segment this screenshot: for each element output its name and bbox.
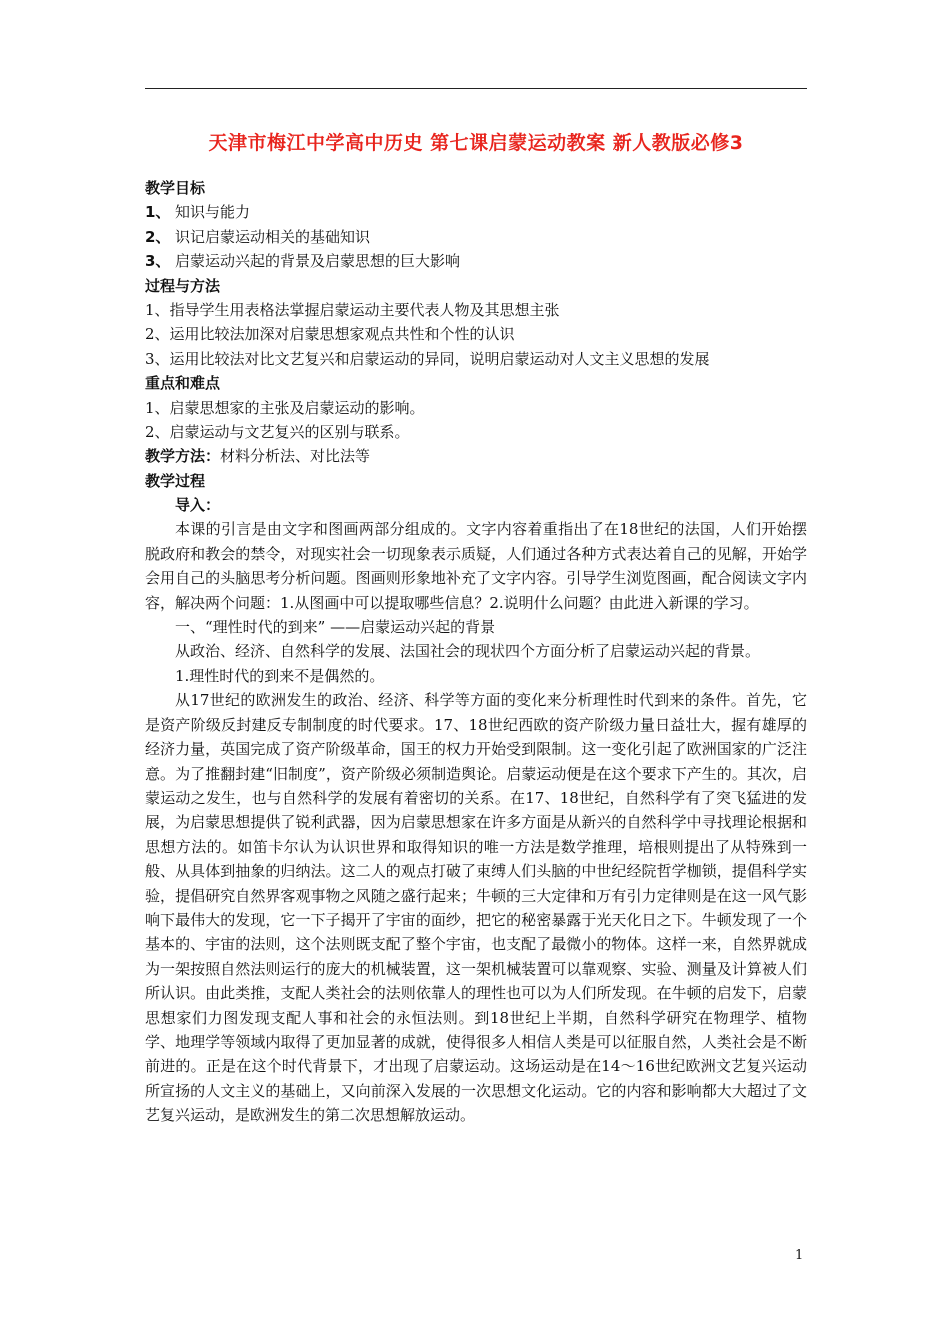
goal-item	[145, 249, 807, 273]
process-item: 1、指导学生用表格法掌握启蒙运动主要代表人物及其思想主张	[145, 300, 560, 319]
goal-number: 1、	[145, 203, 171, 222]
goal-text: 识记启蒙运动相关的基础知识	[175, 227, 371, 246]
header-rule	[145, 88, 807, 89]
document-body	[145, 176, 807, 1128]
part1-paragraph: 从政治、经济、自然科学的发展、法国社会的现状四个方面分析了启蒙运动兴起的背景。	[175, 642, 761, 661]
process-item: 3、运用比较法对比文艺复兴和启蒙运动的异同，说明启蒙运动对人文主义思想的发展	[145, 349, 710, 368]
point1-heading: 1.理性时代的到来不是偶然的。	[175, 666, 385, 685]
goal-number: 3、	[145, 252, 171, 271]
process-heading: 过程与方法	[145, 276, 221, 295]
goal-text: 启蒙运动兴起的背景及启蒙思想的巨大影响	[175, 252, 461, 271]
document-title: 天津市梅江中学高中历史 第七课启蒙运动教案 新人教版必修3	[208, 132, 744, 154]
main-paragraph: 从17世纪的欧洲发生的政治、经济、科学等方面的变化来分析理性时代到来的条件。首先，它是资产阶级反封建反专制制度的时代要求。17、18世纪西欧的资产阶级力量日益壮大，握有雄厚的经济力量，英国完成了资产阶级革命，国王的权力开始受到限制。这一变化引起了欧洲国家的广泛注意。为了推翻封建“旧制度”，资产阶级必须制造舆论。启蒙运动便是在这个要求下产生的。其次，启蒙运动之发生，也与自然科学的发展有着密切的关系。在17、18世纪，自然科学有了突飞猛进的发展，为启蒙思想提供了锐利武器，因为启蒙思想家在许多方面是从新兴的自然科学中寻找理论根据和思想方法的。如笛卡尔认为认识世界和取得知识的唯一方法是数学推理，培根则提出了从特殊到一般、从具体到抽象的归纳法。这二人的观点打破了束缚人们头脑的中世纪经院哲学枷锁，提倡科学实验，提倡研究自然界客观事物之风随之盛行起来；牛顿的三大定律和万有引力定律则是在这一风气影响下最伟大的发现，它一下子揭开了宇宙的面纱，把它的秘密暴露于光天化日之下。牛顿发现了一个基本的、宇宙的法则，这个法则既支配了整个宇宙，也支配了最微小的物体。这样一来，自然界就成为一架按照自然法则运行的庞大的机械装置，这一架机械装置可以靠观察、实验、测量及计算被人们所认识。由此类推，支配人类社会的法则依靠人的理性也可以为人们所发现。在牛顿的启发下，启蒙思想家们力图发现支配人事和社会的永恒法则。到18世纪上半期，自然科学研究在物理学、植物学、地理学等领域内取得了更加显著的成就，使得很多人相信人类是可以征服自然，人类社会是不断前进的。正是在这个时代背景下，才出现了启蒙运动。这场运动是在14～16世纪欧洲文艺复兴运动所宣扬的人文主义的基础上，又向前深入发展的一次思想文化运动。它的内容和影响都大大超过了文艺复兴运动，是欧洲发生的第二次思想解放运动。	[145, 691, 807, 1125]
method-line	[145, 444, 807, 468]
goal-item	[145, 225, 807, 249]
process-item: 2、运用比较法加深对启蒙思想家观点共性和个性的认识	[145, 325, 515, 344]
course-heading: 教学过程	[145, 471, 206, 490]
method-label: 教学方法：	[145, 447, 221, 466]
key-heading: 重点和难点	[145, 374, 221, 393]
part1-heading: 一、“理性时代的到来” ——启蒙运动兴起的背景	[175, 618, 496, 637]
goal-number: 2、	[145, 227, 171, 246]
key-item: 2、启蒙运动与文艺复兴的区别与联系。	[145, 422, 410, 441]
key-item: 1、启蒙思想家的主张及启蒙运动的影响。	[145, 398, 425, 417]
page-number: 1	[795, 1248, 804, 1263]
goal-item	[145, 200, 807, 224]
intro-paragraph: 本课的引言是由文字和图画两部分组成的。文字内容着重指出了在18世纪的法国，人们开始摆脱政府和教会的禁令，对现实社会一切现象表示质疑，人们通过各种方式表达着自己的见解，开始学会用自己的头脑思考分析问题。图画则形象地补充了文字内容。引导学生浏览图画，配合阅读文字内容，解决两个问题：1.从图画中可以提取哪些信息？2.说明什么问题？由此进入新课的学习。	[145, 520, 807, 612]
goals-heading: 教学目标	[145, 179, 206, 197]
intro-label: 导入：	[175, 496, 221, 515]
goal-text: 知识与能力	[175, 203, 251, 222]
method-text: 材料分析法、对比法等	[220, 447, 371, 466]
